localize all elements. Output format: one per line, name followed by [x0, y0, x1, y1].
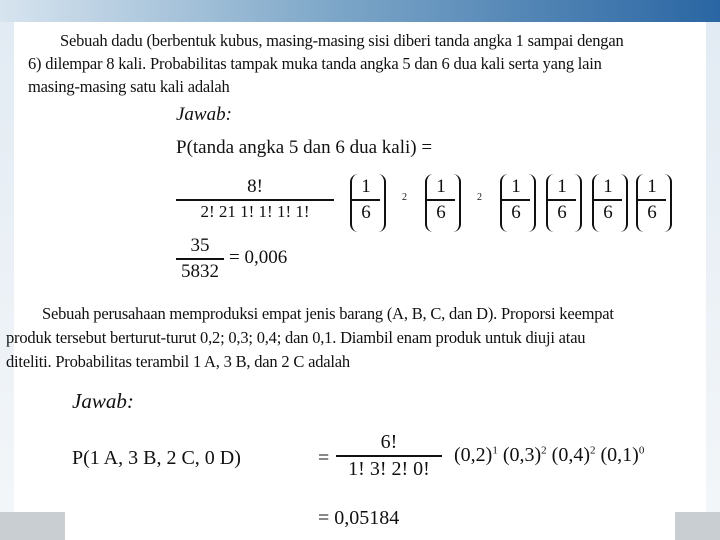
- term-1-base: (0,2): [454, 444, 493, 466]
- problem-1-coefficient: [176, 176, 334, 222]
- factor-6-numerator: 1: [647, 176, 657, 197]
- problem-1-line-1: Sebuah dadu (berbentuk kubus, masing-masing sisi diberi tanda angka 1 sampai dengan: [60, 31, 624, 50]
- problem-2-line-1: Sebuah perusahaan memproduksi empat jenis barang (A, B, C, dan D). Proporsi keempat: [42, 304, 614, 323]
- problem-1-line-2: 6) dilempar 8 kali. Probabilitas tampak muka tanda angka 5 dan 6 dua kali serta yang lain: [28, 54, 602, 73]
- term-4-base: (0,1): [600, 444, 639, 466]
- factor-2-fraction: [427, 176, 455, 224]
- problem-1-result-numerator: 35: [190, 235, 210, 256]
- factor-3-fraction: [502, 176, 530, 224]
- factor-1-exponent: 2: [402, 192, 407, 203]
- factor-1-numerator: 1: [361, 176, 371, 197]
- problem-2-coefficient: [336, 431, 442, 481]
- term-1-exponent: 1: [492, 444, 498, 457]
- factor-3-denominator: 6: [511, 202, 521, 223]
- problem-1-probability-label: P(tanda angka 5 dan 6 dua kali) =: [176, 137, 433, 158]
- factor-1-fraction: [352, 176, 380, 224]
- problem-2-probability-label: P(1 A, 3 B, 2 C, 0 D): [72, 447, 241, 469]
- factor-2-bar: [427, 199, 455, 201]
- problem-1-line-3: masing-masing satu kali adalah: [28, 77, 230, 96]
- factor-6-denominator: 6: [647, 202, 657, 223]
- problem-2-answer-heading: Jawab:: [72, 389, 134, 413]
- factor-2-numerator: 1: [436, 176, 446, 197]
- factor-1-bar: [352, 199, 380, 201]
- problem-2-terms: [454, 444, 644, 467]
- slide-right-border: [706, 22, 720, 512]
- term-3-base: (0,4): [551, 444, 590, 466]
- factor-5-bar: [594, 199, 622, 201]
- factor-4-numerator: 1: [557, 176, 567, 197]
- slide-left-border: [0, 22, 14, 512]
- factor-5-numerator: 1: [603, 176, 613, 197]
- factor-2-denominator: 6: [436, 202, 446, 223]
- problem-2-coefficient-denominator: 1! 3! 2! 0!: [348, 458, 430, 480]
- problem-1-result-denominator: 5832: [181, 261, 219, 282]
- problem-1-coefficient-numerator: 8!: [247, 176, 263, 197]
- factor-1-denominator: 6: [361, 202, 371, 223]
- factor-2-exponent: 2: [477, 192, 482, 203]
- factor-6-fraction: [638, 176, 666, 224]
- factor-5-denominator: 6: [603, 202, 613, 223]
- factor-3-numerator: 1: [511, 176, 521, 197]
- factor-4-bar: [548, 199, 576, 201]
- term-3-exponent: 2: [589, 444, 596, 457]
- factor-4-denominator: 6: [557, 202, 567, 223]
- slide-header-bar: [0, 0, 720, 22]
- problem-2-result: = 0,05184: [318, 507, 400, 529]
- problem-1-result-bar: [176, 258, 224, 260]
- factor-6-bar: [638, 199, 666, 201]
- term-2-exponent: 2: [541, 444, 547, 457]
- problem-2-line-2: produk tersebut berturut-turut 0,2; 0,3; 0,4; dan 0,1. Diambil enam produk untuk diuji atau: [6, 328, 586, 347]
- problem-1-answer-heading: Jawab:: [176, 104, 232, 125]
- problem-1-fraction-bar: [176, 199, 334, 201]
- factor-5-fraction: [594, 176, 622, 224]
- problem-1-result-value: = 0,006: [229, 247, 288, 268]
- factor-3-bar: [502, 199, 530, 201]
- problem-2-equals-sign: =: [318, 447, 330, 469]
- term-2-base: (0,3): [502, 444, 542, 466]
- problem-2-coefficient-numerator: 6!: [380, 431, 398, 453]
- problem-1-coefficient-denominator: 2! 21 1! 1! 1! 1!: [200, 202, 310, 221]
- term-4-exponent: 0: [638, 444, 645, 457]
- problem-1-result-fraction: [176, 235, 224, 283]
- problem-2-fraction-bar: [336, 455, 442, 457]
- factor-4-fraction: [548, 176, 576, 224]
- problem-2-line-3: diteliti. Probabilitas terambil 1 A, 3 B, dan 2 C adalah: [6, 352, 350, 371]
